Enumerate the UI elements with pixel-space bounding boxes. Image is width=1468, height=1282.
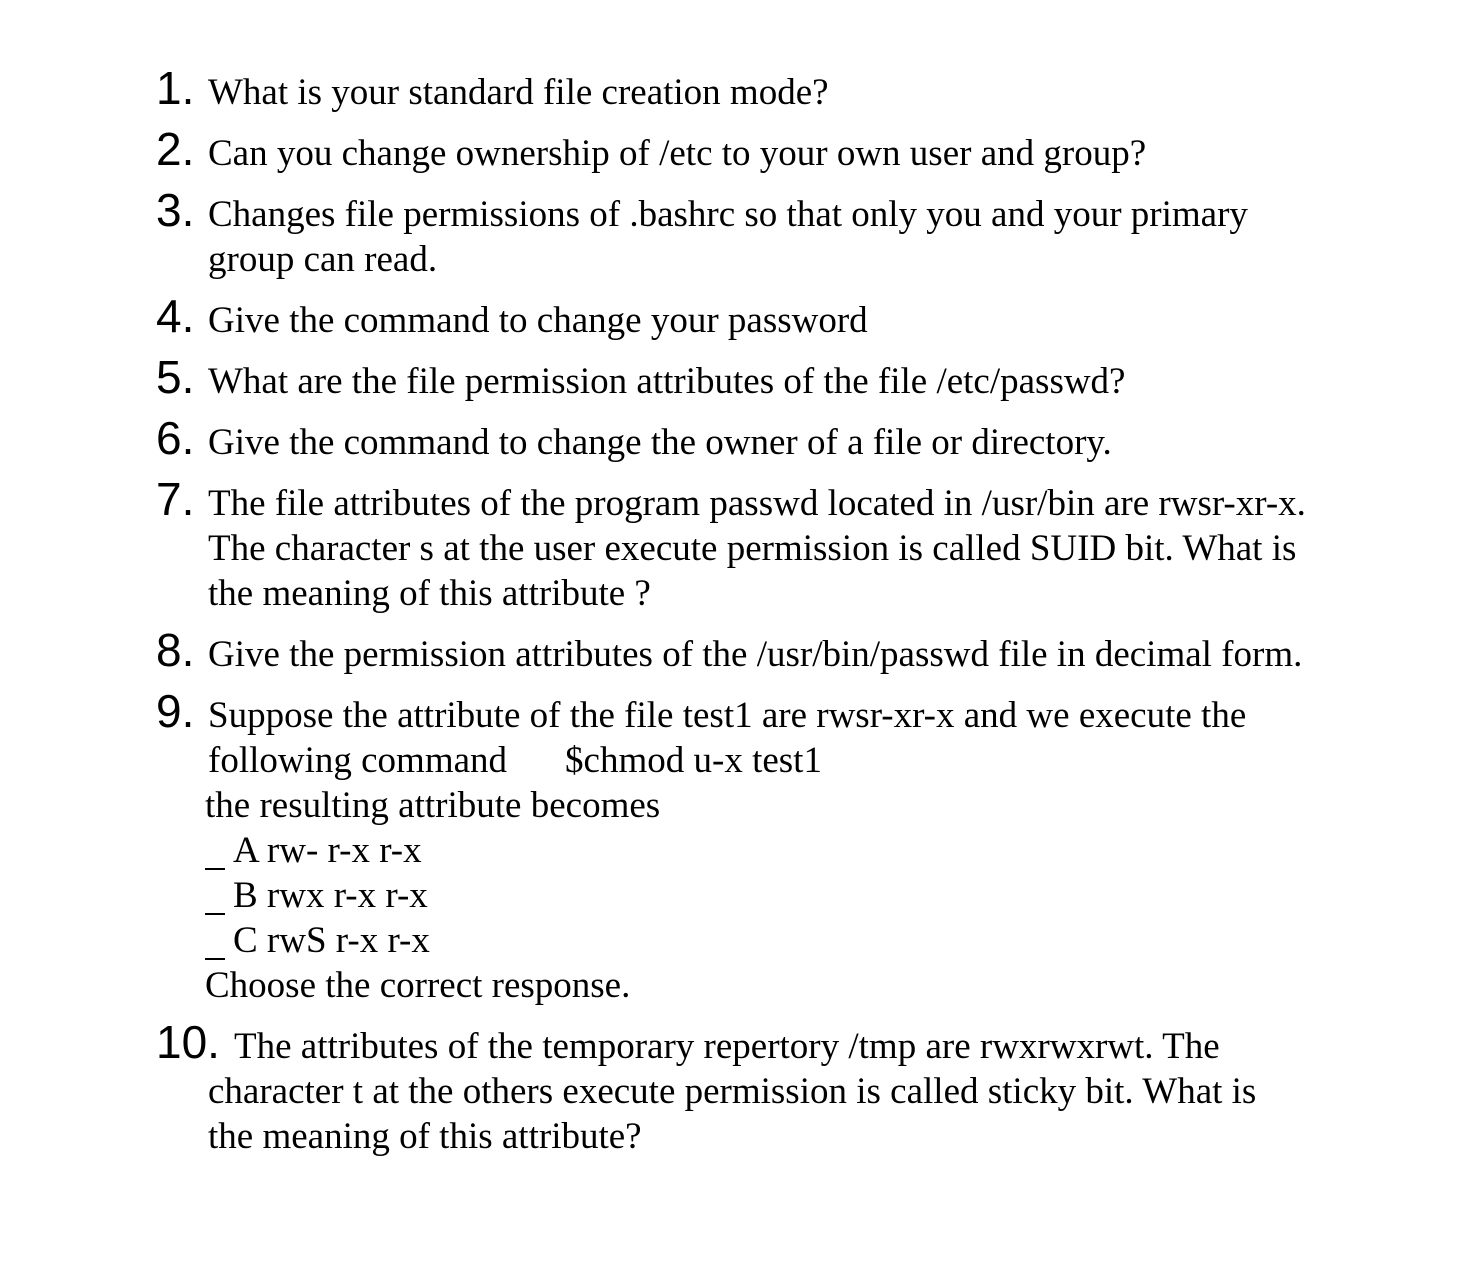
question-list	[156, 62, 1396, 1171]
question-number: 1.	[156, 62, 195, 114]
question-text	[208, 632, 1396, 677]
question-number: 10.	[156, 1016, 220, 1068]
result-text: the resulting attribute becomes	[205, 785, 661, 826]
question-text	[208, 192, 1396, 282]
question-number: 5.	[156, 351, 195, 403]
question-line: Suppose the attribute of the file test1 are rwsr-xr-x and we execute the	[208, 695, 1247, 736]
question-line: the meaning of this attribute ?	[208, 573, 651, 614]
question-text	[208, 298, 1396, 343]
question-text	[208, 1024, 1396, 1159]
question-2	[156, 123, 1396, 176]
question-line: The character s at the user execute permission is called SUID bit. What is	[208, 528, 1297, 569]
question-number: 9.	[156, 685, 195, 737]
question-number: 8.	[156, 624, 195, 676]
option-label: C rwS r-x r-x	[233, 920, 430, 961]
answer-option-c[interactable]	[205, 918, 1396, 963]
command-intro: following command	[208, 740, 508, 781]
question-text	[208, 359, 1396, 404]
question-5	[156, 351, 1396, 404]
question-line	[208, 738, 1396, 783]
answer-block	[205, 783, 1396, 1008]
question-line: Give the command to change the owner of a file or directory.	[208, 422, 1112, 463]
question-text	[208, 481, 1396, 616]
option-label: B rwx r-x r-x	[233, 875, 428, 916]
question-text	[208, 70, 1396, 115]
question-line: Give the command to change your password	[208, 300, 868, 341]
question-line: group can read.	[208, 239, 438, 280]
question-4	[156, 290, 1396, 343]
question-line: the meaning of this attribute?	[208, 1116, 642, 1157]
question-3	[156, 184, 1396, 282]
question-8	[156, 624, 1396, 677]
question-line: Can you change ownership of /etc to your own user and group?	[208, 133, 1147, 174]
choose-prompt: Choose the correct response.	[205, 965, 631, 1006]
question-line: Give the permission attributes of the /usr/bin/passwd file in decimal form.	[208, 634, 1303, 675]
question-number: 2.	[156, 123, 195, 175]
question-number: 4.	[156, 290, 195, 342]
question-6	[156, 412, 1396, 465]
question-text	[208, 420, 1396, 465]
question-text	[205, 693, 1396, 1008]
question-line: The file attributes of the program passwd located in /usr/bin are rwsr-xr-x.	[208, 483, 1306, 524]
question-1	[156, 62, 1396, 115]
answer-option-a[interactable]	[205, 828, 1396, 873]
question-number: 7.	[156, 473, 195, 525]
question-number: 3.	[156, 184, 195, 236]
answer-option-b[interactable]	[205, 873, 1396, 918]
question-line: character t at the others execute permission is called sticky bit. What is	[208, 1071, 1257, 1112]
question-9	[156, 685, 1396, 1008]
question-line: What are the file permission attributes of the file /etc/passwd?	[208, 361, 1126, 402]
command-text: $chmod u-x test1	[565, 740, 822, 781]
option-label: A rw- r-x r-x	[233, 830, 422, 871]
question-line: What is your standard file creation mode?	[208, 72, 829, 113]
question-7	[156, 473, 1396, 616]
question-text	[208, 131, 1396, 176]
question-line: Changes file permissions of .bashrc so that only you and your primary	[208, 194, 1248, 235]
question-number: 6.	[156, 412, 195, 464]
question-10	[156, 1016, 1396, 1159]
question-line: The attributes of the temporary repertory /tmp are rwxrwxrwt. The	[234, 1026, 1220, 1067]
